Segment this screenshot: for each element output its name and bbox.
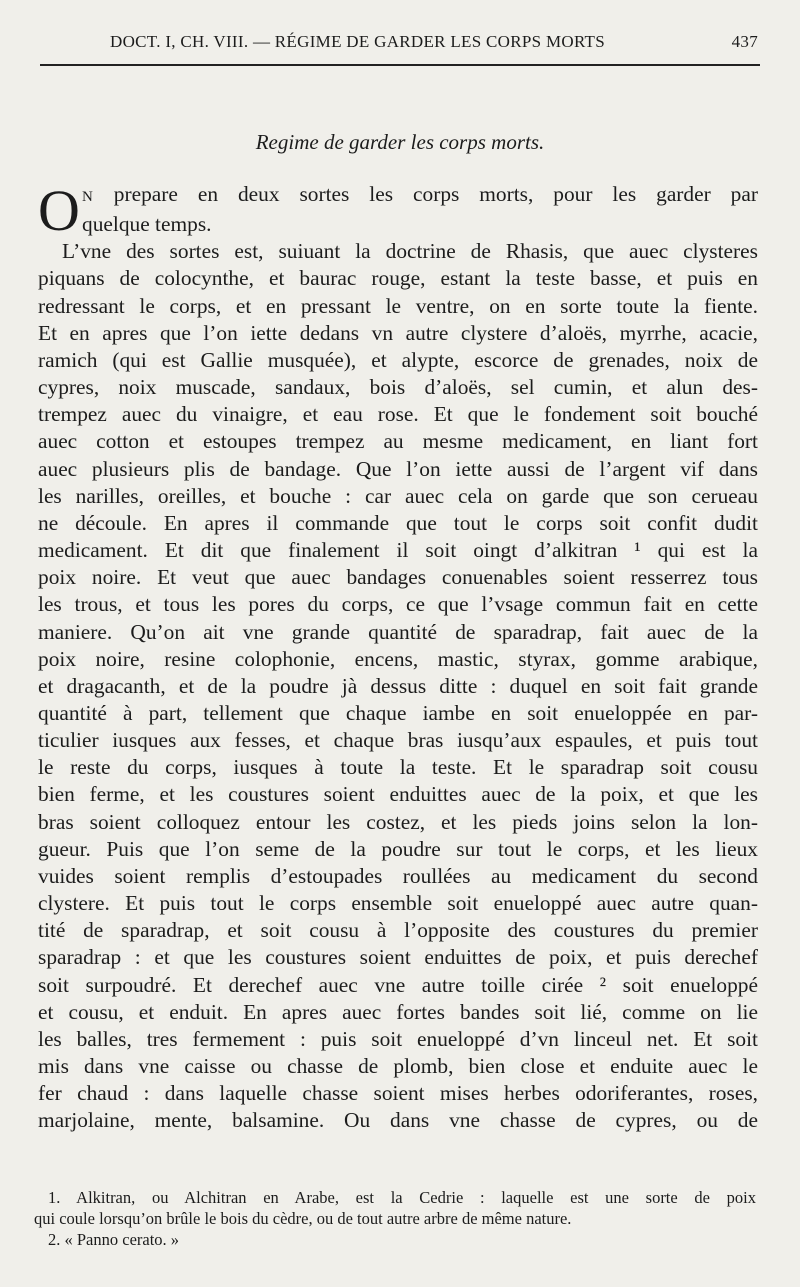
text-line: soit surpoudré. Et derechef auec vne autre toille cirée ² soit enueloppé: [38, 972, 758, 997]
running-title: DOCT. I, CH. VIII. — RÉGIME DE GARDER LES CORPS MORTS: [110, 32, 605, 51]
text-line: maniere. Qu’on ait vne grande quantité de sparadrap, fait auec de la: [38, 619, 758, 644]
footnote-1-line-2: qui coule lorsqu’on brûle le bois du cèdre, ou de tout autre arbre de même nature.: [34, 1209, 572, 1228]
footnote-1-line-1: 1. Alkitran, ou Alchitran en Arabe, est la Cedrie : laquelle est une sorte de poix: [48, 1188, 756, 1207]
text-line: bien ferme, et les coustures soient enduittes auec de la poix, et que les: [38, 782, 758, 807]
text-line: et cousu, et enduit. En apres auec fortes bandes soit lié, comme on lie: [38, 999, 758, 1024]
text-line: poix noire, resine colophonie, encens, mastic, styrax, gomme arabique,: [38, 646, 758, 671]
text-line: poix noire. Et veut que auec bandages conuenables soient resserrez tous: [38, 565, 758, 590]
running-head: [40, 30, 760, 60]
text-line: ramich (qui est Gallie musquée), et alypte, escorce de grenades, noix de: [38, 347, 758, 372]
text-line: sparadrap : et que les coustures soient enduittes de poix, et puis derechef: [38, 945, 758, 970]
text-line: gueur. Puis que l’on seme de la poudre sur tout le corps, et les lieux: [38, 836, 758, 861]
text-line: redressant le corps, et en pressant le ventre, on en sorte toute la fiente.: [38, 293, 758, 318]
section-title: Regime de garder les corps morts.: [255, 130, 545, 154]
text-line: fer chaud : dans laquelle chasse soient mises herbes odoriferantes, roses,: [38, 1081, 758, 1106]
text-line: quantité à part, tellement que chaque iambe en soit enueloppée en par-: [38, 700, 758, 725]
footnote-2: 2. « Panno cerato. »: [48, 1230, 180, 1249]
text-line: trempez auec du vinaigre, et eau rose. Et que le fondement soit bouché: [38, 402, 758, 427]
text-line: vuides soient remplis d’estoupades roullées au medicament du second: [38, 863, 758, 888]
text-line: Et en apres que l’on iette dedans vn autre clystere d’aloës, myrrhe, acacie,: [38, 320, 758, 345]
text-line: les balles, tres fermement : puis soit enueloppé d’vn linceul net. Et soit: [38, 1026, 758, 1051]
text-line: les trous, et tous les pores du corps, ce que l’vsage commun fait en cette: [38, 592, 758, 617]
text-line: clystere. Et puis tout le corps ensemble soit enueloppé auec autre quan-: [38, 891, 758, 916]
text-line: medicament. Et dit que finalement il soit oingt d’alkitran ¹ qui est la: [38, 538, 758, 563]
text-line: bras soient colloquez entour les costez, et les pieds joins selon la lon-: [38, 809, 758, 834]
text-line: le reste du corps, iusques à toute la teste. Et le sparadrap soit cousu: [38, 755, 758, 780]
text-line: ne découle. En apres il commande que tout le corps soit confit dudit: [38, 510, 758, 535]
text-line: quelque temps.: [82, 212, 212, 237]
text-line: et dragacanth, et de la poudre jà dessus ditte : duquel en soit fait grande: [38, 673, 758, 698]
header-rule: [40, 64, 760, 66]
drop-cap: O: [38, 178, 80, 243]
body-text: [38, 178, 758, 1134]
text-line: tité de sparadrap, et soit cousu à l’opposite des coustures du premier: [38, 918, 758, 943]
text-line: les narilles, oreilles, et bouche : car auec cela on garde que son cerueau: [38, 483, 758, 508]
drop-cap-rest: N: [82, 189, 94, 205]
text-line: mis dans vne caisse ou chasse de plomb, bien close et enduite auec le: [38, 1054, 758, 1078]
text-line: N prepare en deux sortes les corps morts, pour les garder par: [82, 182, 758, 206]
footnotes: [34, 1187, 756, 1250]
text-line: auec cotton et estoupes trempez au mesme medicament, en liant fort: [38, 429, 758, 454]
text-line: L’vne des sortes est, suiuant la doctrine de Rhasis, que auec clysteres: [62, 239, 758, 264]
text-line: auec plusieurs plis de bandage. Que l’on iette aussi de l’argent vif dans: [38, 456, 758, 481]
text-line: ticulier iusques aux fesses, et chaque bras iusqu’aux espaules, et puis tout: [38, 728, 758, 753]
text-line: piquans de colocynthe, et baurac rouge, estant la teste basse, et puis en: [38, 266, 758, 291]
text-line: cypres, noix muscade, sandaux, bois d’aloës, sel cumin, et alun des-: [38, 375, 758, 400]
page-number: 437: [731, 32, 758, 51]
text-line: marjolaine, mente, balsamine. Ou dans vne chasse de cypres, ou de: [38, 1108, 758, 1133]
